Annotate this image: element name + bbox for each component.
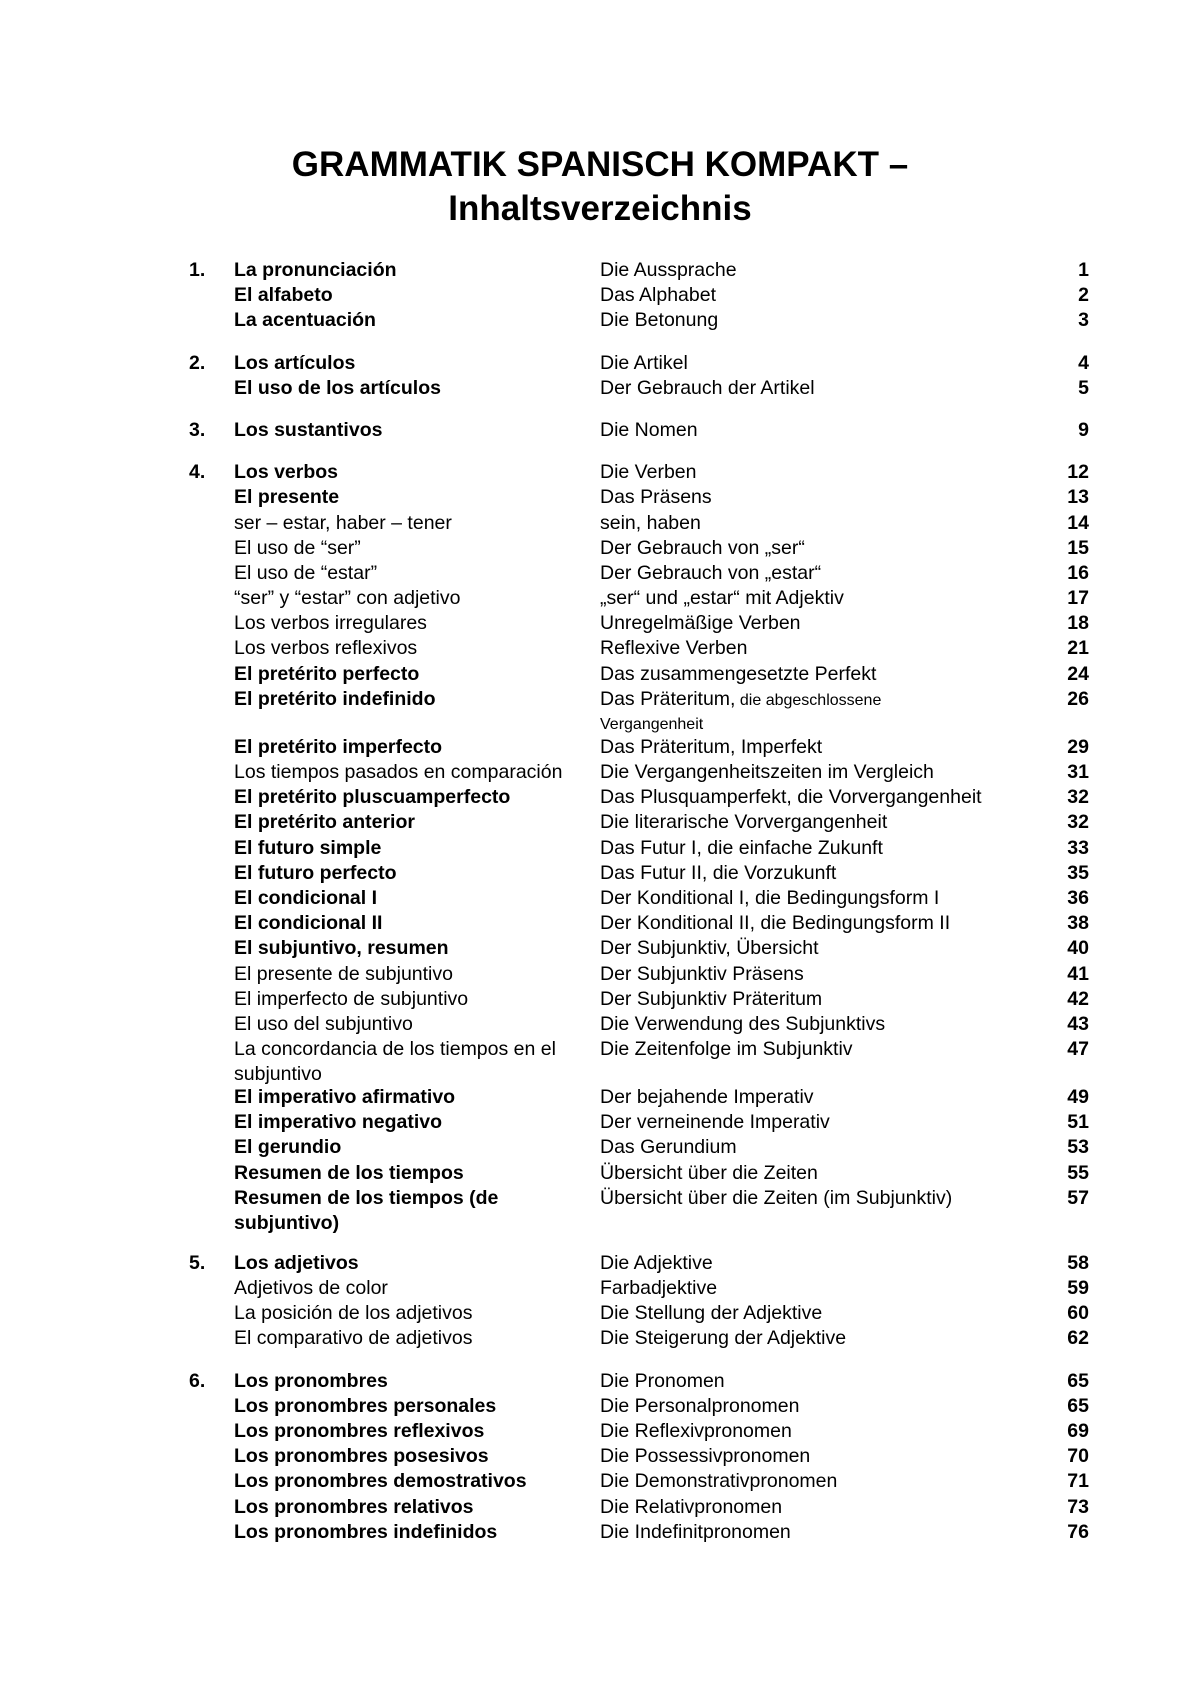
toc-row bbox=[0, 836, 1200, 861]
toc-title-german-text: Der bejahende Imperativ bbox=[600, 1086, 814, 1109]
toc-title-spanish: El subjuntivo, resumen bbox=[234, 937, 449, 960]
section-number: 3. bbox=[189, 418, 206, 441]
toc-page-number: 57 bbox=[1067, 1186, 1089, 1209]
toc-title-german-text: Die Pronomen bbox=[600, 1369, 725, 1392]
toc-title-german bbox=[600, 1251, 1020, 1276]
toc-title-german bbox=[600, 418, 1020, 443]
toc-title-german bbox=[600, 376, 1020, 401]
toc-page-number: 4 bbox=[1078, 351, 1089, 374]
toc-title-german-text: Die Verwendung des Subjunktivs bbox=[600, 1012, 886, 1035]
toc-title-spanish: La concordancia de los tiempos en el subjuntivo bbox=[234, 1038, 556, 1086]
toc-title-german-text: Die Adjektive bbox=[600, 1251, 713, 1274]
toc-page-number: 35 bbox=[1067, 861, 1089, 884]
toc-row bbox=[0, 987, 1200, 1012]
toc-title-german bbox=[600, 1495, 1020, 1520]
toc-title-german bbox=[600, 1326, 1020, 1351]
toc-row bbox=[0, 283, 1200, 308]
toc-row bbox=[0, 636, 1200, 661]
toc-title-german bbox=[600, 1186, 1020, 1211]
toc-title-spanish: El presente bbox=[234, 486, 340, 509]
toc-title-german-text: Die Steigerung der Adjektive bbox=[600, 1327, 847, 1350]
toc-title-spanish: Resumen de los tiempos bbox=[234, 1161, 464, 1184]
toc-page-number: 16 bbox=[1067, 561, 1089, 584]
toc-page-number: 14 bbox=[1067, 511, 1089, 534]
toc-page-number: 65 bbox=[1067, 1394, 1089, 1417]
toc-row bbox=[0, 687, 1200, 735]
toc-page-number: 29 bbox=[1067, 735, 1089, 758]
toc-row bbox=[0, 1276, 1200, 1301]
toc-title-german-text: Die Relativpronomen bbox=[600, 1495, 783, 1518]
toc-title-german-text: Das Futur II, die Vorzukunft bbox=[600, 861, 837, 884]
toc-row bbox=[0, 735, 1200, 760]
toc-title-spanish: El comparativo de adjetivos bbox=[234, 1327, 473, 1350]
section-number: 2. bbox=[189, 351, 206, 374]
toc-title-german-text: „ser“ und „estar“ mit Adjektiv bbox=[600, 587, 844, 610]
toc-title-german bbox=[600, 1444, 1020, 1469]
toc-title-spanish: El futuro simple bbox=[234, 836, 382, 859]
toc-title-spanish: El condicional II bbox=[234, 912, 383, 935]
toc-row bbox=[0, 1326, 1200, 1351]
toc-row bbox=[0, 662, 1200, 687]
toc-page-number: 2 bbox=[1078, 284, 1089, 307]
toc-title-german-text: Die Artikel bbox=[600, 351, 688, 374]
toc-title-spanish: Los verbos bbox=[234, 461, 339, 484]
toc-title-german bbox=[600, 810, 1020, 835]
toc-title-german-text: Das Präteritum, bbox=[600, 687, 736, 710]
toc-row bbox=[0, 1469, 1200, 1494]
toc-page-number: 36 bbox=[1067, 886, 1089, 909]
toc-row bbox=[0, 1394, 1200, 1419]
toc-page-number: 26 bbox=[1067, 687, 1089, 710]
toc-title-spanish: ser – estar, haber – tener bbox=[234, 511, 452, 534]
toc-title-spanish: “ser” y “estar” con adjetivo bbox=[234, 587, 461, 610]
toc-row bbox=[0, 511, 1200, 536]
toc-page-number: 42 bbox=[1067, 987, 1089, 1010]
toc-row bbox=[0, 460, 1200, 485]
toc-row bbox=[0, 1037, 1200, 1085]
section-number: 6. bbox=[189, 1369, 206, 1392]
toc-row bbox=[0, 886, 1200, 911]
toc-section bbox=[0, 1251, 1200, 1352]
toc-title-german bbox=[600, 536, 1020, 561]
toc-title-german bbox=[600, 662, 1020, 687]
toc-title-german-text: Unregelmäßige Verben bbox=[600, 612, 801, 635]
toc-title-german bbox=[600, 962, 1020, 987]
toc-page-number: 3 bbox=[1078, 309, 1089, 332]
toc-title-spanish: El pretérito indefinido bbox=[234, 687, 436, 710]
toc-title-german bbox=[600, 1276, 1020, 1301]
toc-row bbox=[0, 1012, 1200, 1037]
toc-row bbox=[0, 861, 1200, 886]
toc-title-german bbox=[600, 1520, 1020, 1545]
toc-title-german-text: Reflexive Verben bbox=[600, 637, 748, 660]
toc-title-german bbox=[600, 636, 1020, 661]
toc-section bbox=[0, 418, 1200, 443]
toc-row bbox=[0, 418, 1200, 443]
toc-title-german bbox=[600, 351, 1020, 376]
toc-page-number: 24 bbox=[1067, 662, 1089, 685]
toc-title-spanish: Los artículos bbox=[234, 351, 356, 374]
toc-title-spanish: La posición de los adjetivos bbox=[234, 1302, 473, 1325]
toc-title-german bbox=[600, 1301, 1020, 1326]
toc-row bbox=[0, 1301, 1200, 1326]
toc-title-spanish: Los verbos reflexivos bbox=[234, 637, 418, 660]
toc-row bbox=[0, 536, 1200, 561]
title-line-2: Inhaltsverzeichnis bbox=[448, 189, 752, 228]
toc-title-german-text: Das zusammengesetzte Perfekt bbox=[600, 662, 877, 685]
toc-page-number: 55 bbox=[1067, 1161, 1089, 1184]
toc-title-german bbox=[600, 1012, 1020, 1037]
toc-page-number: 12 bbox=[1067, 461, 1089, 484]
toc-title-spanish: Los pronombres demostrativos bbox=[234, 1470, 527, 1493]
toc-title-german-text: Der Gebrauch von „estar“ bbox=[600, 561, 822, 584]
toc-title-spanish: Los adjetivos bbox=[234, 1251, 359, 1274]
toc-title-german-text: Die Vergangenheitszeiten im Vergleich bbox=[600, 761, 934, 783]
toc-title-german-text: Die Nomen bbox=[600, 418, 698, 441]
toc-title-spanish: El presente de subjuntivo bbox=[234, 962, 453, 985]
toc-page-number: 17 bbox=[1067, 587, 1089, 610]
toc-title-german bbox=[600, 258, 1020, 283]
toc-title-german bbox=[600, 760, 1020, 785]
toc-row bbox=[0, 1419, 1200, 1444]
toc-row bbox=[0, 611, 1200, 636]
toc-title-german-text: Die Betonung bbox=[600, 309, 719, 332]
toc-title-german-text: Die Indefinitpronomen bbox=[600, 1520, 791, 1543]
title-line-1: GRAMMATIK SPANISCH KOMPAKT – bbox=[291, 145, 909, 184]
toc-row bbox=[0, 308, 1200, 333]
toc-title-spanish: La pronunciación bbox=[234, 259, 397, 281]
toc-section bbox=[0, 460, 1200, 1234]
toc-page-number: 69 bbox=[1067, 1419, 1089, 1442]
toc-title-spanish: Los pronombres indefinidos bbox=[234, 1520, 498, 1543]
toc-page-number: 58 bbox=[1067, 1251, 1089, 1274]
toc-title-german bbox=[600, 687, 1020, 737]
toc-title-german-text: Der Subjunktiv, Übersicht bbox=[600, 937, 819, 960]
toc-row bbox=[0, 1444, 1200, 1469]
toc-title-german-text: Das Präsens bbox=[600, 486, 712, 509]
toc-title-spanish: Los tiempos pasados en comparación bbox=[234, 761, 563, 783]
section-number: 1. bbox=[189, 259, 206, 281]
toc-title-spanish: El pretérito imperfecto bbox=[234, 735, 443, 758]
toc-row bbox=[0, 376, 1200, 401]
toc-title-german bbox=[600, 1135, 1020, 1160]
toc-page-number: 32 bbox=[1067, 811, 1089, 834]
toc-title-german bbox=[600, 611, 1020, 636]
toc-title-german-text: Die Zeitenfolge im Subjunktiv bbox=[600, 1038, 853, 1061]
toc-title-german bbox=[600, 836, 1020, 861]
toc-title-german bbox=[600, 886, 1020, 911]
toc-title-german bbox=[600, 1394, 1020, 1419]
toc-title-german-text: Die Demonstrativpronomen bbox=[600, 1470, 838, 1493]
toc-page-number: 49 bbox=[1067, 1086, 1089, 1109]
toc-title-german bbox=[600, 911, 1020, 936]
toc-title-spanish: El uso de “ser” bbox=[234, 536, 361, 559]
toc-title-german bbox=[600, 511, 1020, 536]
toc-title-german-text: Die Aussprache bbox=[600, 259, 737, 281]
toc-row bbox=[0, 586, 1200, 611]
toc-title-spanish: El uso de “estar” bbox=[234, 561, 378, 584]
toc-title-german-text: Die Possessivpronomen bbox=[600, 1445, 811, 1468]
toc-section bbox=[0, 258, 1200, 334]
toc-title-spanish: Resumen de los tiempos (de subjuntivo) bbox=[234, 1186, 499, 1235]
toc-row bbox=[0, 810, 1200, 835]
toc-page-number: 9 bbox=[1078, 418, 1089, 441]
toc-page-number: 73 bbox=[1067, 1495, 1089, 1518]
toc-page-number: 1 bbox=[1078, 259, 1089, 281]
toc-title-spanish: Los verbos irregulares bbox=[234, 612, 427, 635]
toc-row bbox=[0, 1161, 1200, 1186]
toc-title-spanish: Los pronombres reflexivos bbox=[234, 1419, 485, 1442]
toc-title-spanish: El imperativo negativo bbox=[234, 1111, 443, 1134]
toc-title-german-text: sein, haben bbox=[600, 511, 701, 534]
toc-page-number: 41 bbox=[1067, 962, 1089, 985]
toc-title-german-text: Der Subjunktiv Präsens bbox=[600, 962, 804, 985]
toc-title-german-text: Das Futur I, die einfache Zukunft bbox=[600, 836, 883, 859]
section-number: 5. bbox=[189, 1251, 206, 1274]
toc-title-german-text: Der Subjunktiv Präteritum bbox=[600, 987, 823, 1010]
toc-section bbox=[0, 1369, 1200, 1545]
toc-title-spanish: Adjetivos de color bbox=[234, 1277, 388, 1299]
toc-page-number: 47 bbox=[1067, 1038, 1089, 1061]
toc-section bbox=[0, 351, 1200, 401]
toc-title-german-text: Das Plusquamperfekt, die Vorvergangenheit bbox=[600, 786, 982, 809]
toc-row bbox=[0, 1135, 1200, 1160]
toc-title-spanish: El pretérito perfecto bbox=[234, 662, 420, 685]
toc-title-german bbox=[600, 308, 1020, 333]
toc-row bbox=[0, 485, 1200, 510]
toc-title-german bbox=[600, 1469, 1020, 1494]
toc-page-number: 76 bbox=[1067, 1520, 1089, 1543]
toc-title-german bbox=[600, 1161, 1020, 1186]
toc-title-spanish: La acentuación bbox=[234, 309, 376, 332]
toc-page-number: 62 bbox=[1067, 1327, 1089, 1350]
toc-page-number: 13 bbox=[1067, 486, 1089, 509]
toc-title-spanish: El futuro perfecto bbox=[234, 861, 397, 884]
toc-title-spanish: Los sustantivos bbox=[234, 418, 383, 441]
toc-row bbox=[0, 1520, 1200, 1545]
toc-title-german-text: Die Personalpronomen bbox=[600, 1394, 800, 1417]
toc-title-german bbox=[600, 460, 1020, 485]
toc-row bbox=[0, 1369, 1200, 1394]
toc-title-german bbox=[600, 785, 1020, 810]
toc-title-german-text: Farbadjektive bbox=[600, 1277, 718, 1299]
toc-title-german-text: Die Reflexivpronomen bbox=[600, 1419, 792, 1442]
toc-title-german-text: Übersicht über die Zeiten bbox=[600, 1161, 818, 1184]
toc-title-german-text: Der verneinende Imperativ bbox=[600, 1111, 830, 1134]
toc-page-number: 38 bbox=[1067, 912, 1089, 935]
toc-page-number: 71 bbox=[1067, 1470, 1089, 1493]
toc-page-number: 60 bbox=[1067, 1302, 1089, 1325]
toc-row bbox=[0, 351, 1200, 376]
toc-title-german-text: Übersicht über die Zeiten (im Subjunktiv) bbox=[600, 1186, 953, 1209]
section-number: 4. bbox=[189, 461, 206, 484]
toc-title-german bbox=[600, 987, 1020, 1012]
toc-title-german-text: Das Präteritum, Imperfekt bbox=[600, 735, 823, 758]
toc-title-german bbox=[600, 936, 1020, 961]
toc-page-number: 31 bbox=[1067, 761, 1089, 783]
toc-title-german-text: Das Alphabet bbox=[600, 284, 717, 307]
toc-title-german bbox=[600, 861, 1020, 886]
toc-title-german-continued: Vergangenheit bbox=[600, 716, 704, 734]
toc-page-number: 65 bbox=[1067, 1369, 1089, 1392]
toc-title-german-text: Die Stellung der Adjektive bbox=[600, 1302, 823, 1325]
toc-row bbox=[0, 760, 1200, 785]
toc-page-number: 40 bbox=[1067, 937, 1089, 960]
toc-title-spanish: Los pronombres posesivos bbox=[234, 1445, 489, 1468]
toc-page-number: 15 bbox=[1067, 536, 1089, 559]
toc-page-number: 43 bbox=[1067, 1012, 1089, 1035]
toc-page-number: 70 bbox=[1067, 1445, 1089, 1468]
toc-title-spanish: El uso de los artículos bbox=[234, 376, 441, 399]
toc-page-number: 33 bbox=[1067, 836, 1089, 859]
toc-row bbox=[0, 561, 1200, 586]
toc-row bbox=[0, 785, 1200, 810]
toc-row bbox=[0, 936, 1200, 961]
toc-title-german bbox=[600, 735, 1020, 760]
toc-title-spanish: El imperativo afirmativo bbox=[234, 1086, 456, 1109]
toc-row bbox=[0, 911, 1200, 936]
toc-page-number: 53 bbox=[1067, 1136, 1089, 1159]
toc-title-german bbox=[600, 485, 1020, 510]
toc-title-german bbox=[600, 586, 1020, 611]
toc-page-number: 51 bbox=[1067, 1111, 1089, 1134]
toc-row bbox=[0, 258, 1200, 283]
toc-title-german-text: Die Verben bbox=[600, 461, 697, 484]
toc-title-spanish: El condicional I bbox=[234, 886, 378, 909]
toc-title-spanish: El alfabeto bbox=[234, 284, 333, 307]
toc-row bbox=[0, 1495, 1200, 1520]
toc-title-spanish: El pretérito pluscuamperfecto bbox=[234, 786, 511, 809]
toc-row bbox=[0, 1251, 1200, 1276]
toc-title-spanish: El uso del subjuntivo bbox=[234, 1012, 413, 1035]
toc-title-german-text: Der Gebrauch von „ser“ bbox=[600, 536, 805, 559]
table-of-contents bbox=[0, 258, 1200, 1562]
toc-title-spanish: El pretérito anterior bbox=[234, 811, 415, 834]
toc-title-german bbox=[600, 1419, 1020, 1444]
toc-page-number: 32 bbox=[1067, 786, 1089, 809]
toc-page-number: 5 bbox=[1078, 376, 1089, 399]
toc-title-german-text: Das Gerundium bbox=[600, 1136, 737, 1159]
toc-title-german bbox=[600, 561, 1020, 586]
toc-title-spanish: Los pronombres bbox=[234, 1369, 388, 1392]
toc-title-german-text: Die literarische Vorvergangenheit bbox=[600, 811, 888, 834]
toc-page-number: 59 bbox=[1067, 1277, 1089, 1299]
page-title bbox=[0, 143, 1200, 231]
toc-row bbox=[0, 962, 1200, 987]
toc-title-spanish: El imperfecto de subjuntivo bbox=[234, 987, 469, 1010]
toc-title-german bbox=[600, 1085, 1020, 1110]
toc-row bbox=[0, 1186, 1200, 1234]
toc-title-german bbox=[600, 283, 1020, 308]
toc-page-number: 21 bbox=[1067, 637, 1089, 660]
toc-row bbox=[0, 1110, 1200, 1135]
toc-title-german bbox=[600, 1110, 1020, 1135]
toc-title-german bbox=[600, 1369, 1020, 1394]
toc-title-german-small: die abgeschlossene bbox=[735, 691, 882, 709]
toc-title-german-text: Der Gebrauch der Artikel bbox=[600, 376, 815, 399]
toc-title-german bbox=[600, 1037, 1020, 1062]
toc-title-spanish: Los pronombres relativos bbox=[234, 1495, 474, 1518]
toc-page-number: 18 bbox=[1067, 612, 1089, 635]
toc-title-german-text: Der Konditional I, die Bedingungsform I bbox=[600, 886, 940, 909]
toc-title-spanish: El gerundio bbox=[234, 1136, 342, 1159]
toc-row bbox=[0, 1085, 1200, 1110]
toc-title-spanish: Los pronombres personales bbox=[234, 1394, 497, 1417]
toc-title-german-text: Der Konditional II, die Bedingungsform II bbox=[600, 912, 951, 935]
